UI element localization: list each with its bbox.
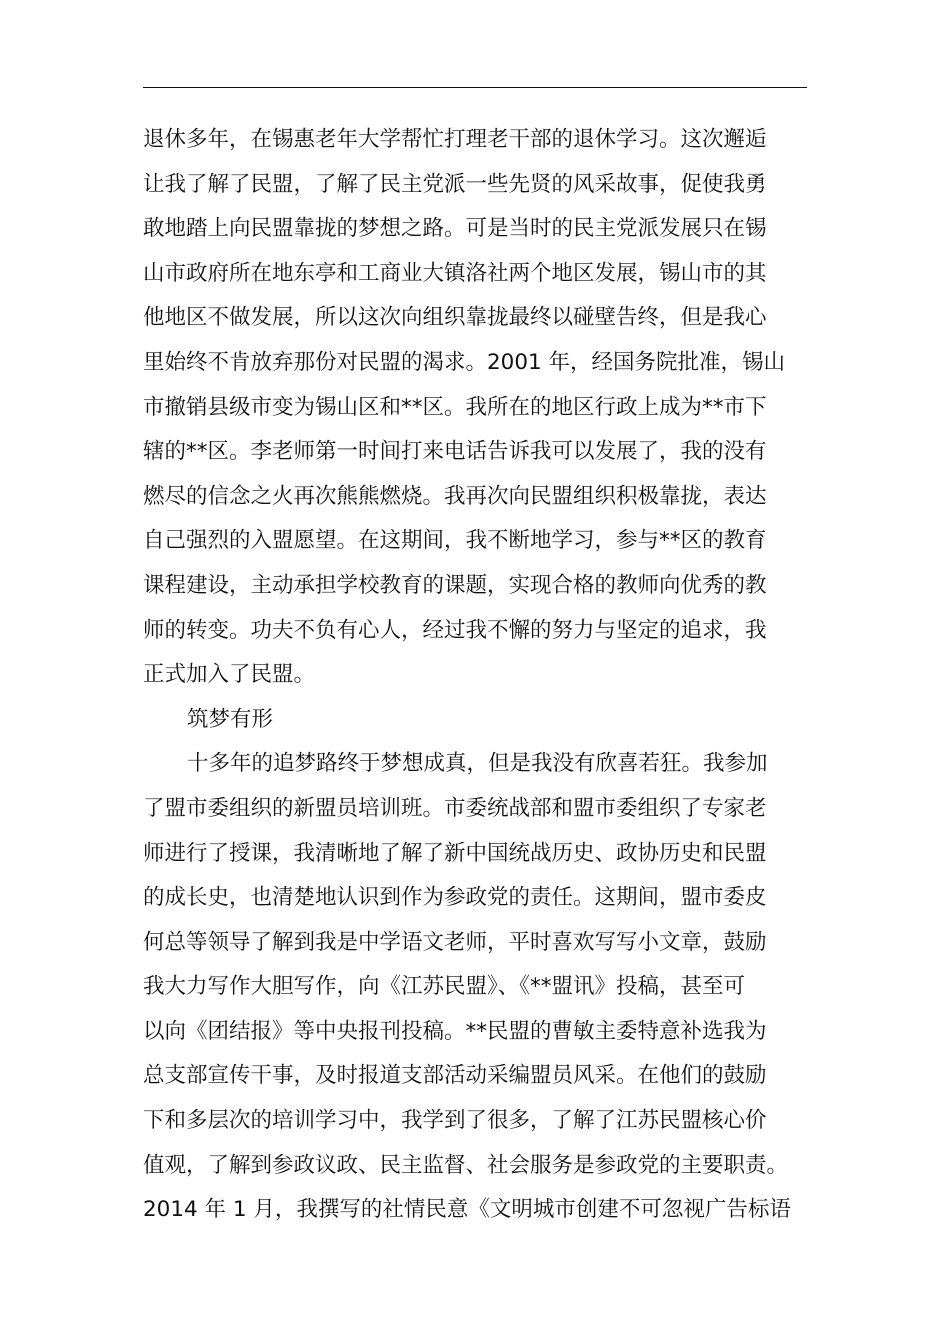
text-line: 他地区不做发展，所以这次向组织靠拢最终以碰壁告终，但是我心 [143,305,767,331]
text-line: 筑梦有形 [187,706,274,732]
text-line: 十多年的追梦路终于梦想成真，但是我没有欣喜若狂。我参加 [187,751,768,777]
text-line: 自己强烈的入盟愿望。在这期间，我不断地学习，参与**区的教育 [143,528,767,554]
text-line: 里始终不肯放弃那份对民盟的渴求。2001 年，经国务院批准，锡山 [143,349,786,375]
text-line: 值观，了解到参政议政、民主监督、社会服务是参政党的主要职责。 [143,1152,789,1178]
header-rule [143,87,807,88]
text-line: 以向《团结报》等中央报刊投稿。**民盟的曹敏主委特意补选我为 [143,1018,767,1044]
text-line: 市撤销县级市变为锡山区和**区。我所在的地区行政上成为**市下 [143,394,767,420]
text-line: 的成长史，也清楚地认识到作为参政党的责任。这期间，盟市委皮 [143,885,767,911]
text-line: 课程建设，主动承担学校教育的课题，实现合格的教师向优秀的教 [143,572,767,598]
text-line: 燃尽的信念之火再次熊熊燃烧。我再次向民盟组织积极靠拢，表达 [143,483,767,509]
text-line: 我大力写作大胆写作，向《江苏民盟》、《**盟讯》投稿，甚至可 [143,974,746,1000]
text-line: 总支部宣传干事，及时报道支部活动采编盟员风采。在他们的鼓励 [143,1063,767,1089]
text-line: 让我了解了民盟，了解了民主党派一些先贤的风采故事，促使我勇 [143,171,767,197]
text-line: 何总等领导了解到我是中学语文老师，平时喜欢写写小文章，鼓励 [143,929,767,955]
text-line: 师进行了授课，我清晰地了解了新中国统战历史、政协历史和民盟 [143,840,767,866]
text-line: 正式加入了民盟。 [143,662,316,688]
body-text [143,118,809,1233]
text-line: 师的转变。功夫不负有心人，经过我不懈的努力与坚定的追求，我 [143,617,767,643]
text-line: 了盟市委组织的新盟员培训班。市委统战部和盟市委组织了专家老 [143,795,767,821]
text-line: 退休多年，在锡惠老年大学帮忙打理老干部的退休学习。这次邂逅 [143,127,767,152]
text-line: 下和多层次的培训学习中，我学到了很多，了解了江苏民盟核心价 [143,1108,767,1134]
text-line: 辖的**区。李老师第一时间打来电话告诉我可以发展了，我的没有 [143,439,767,465]
text-line: 2014 年 1 月，我撰写的社情民意《文明城市创建不可忽视广告标语 [143,1197,791,1223]
text-line: 山市政府所在地东亭和工商业大镇洛社两个地区发展，锡山市的其 [143,260,767,286]
text-line: 敢地踏上向民盟靠拢的梦想之路。可是当时的民主党派发展只在锡 [143,216,767,242]
